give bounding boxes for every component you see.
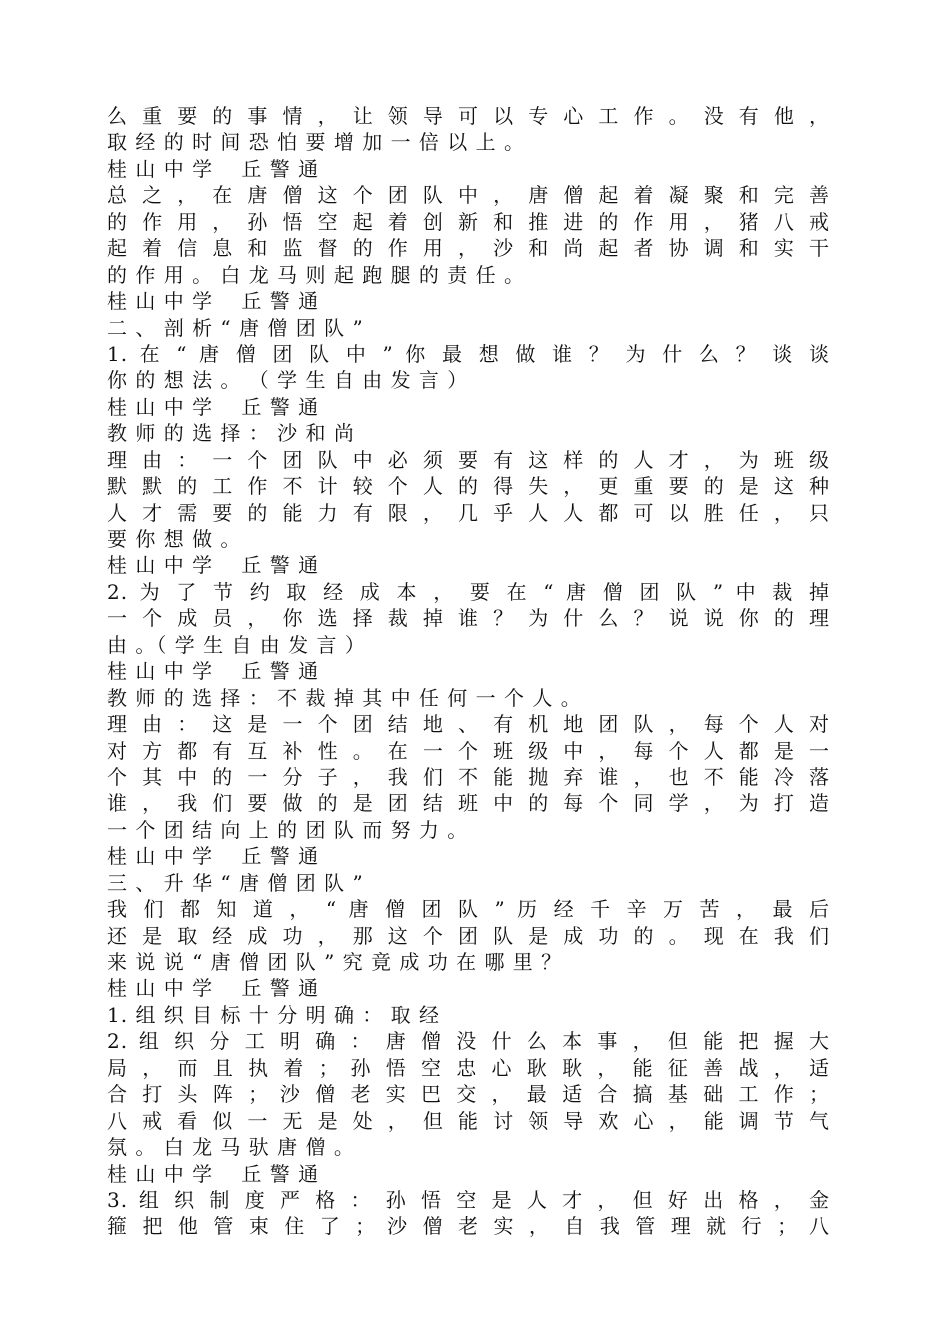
text-line: 来 说 说 “ 唐 僧 团 队 ” 究 竟 成 功 在 哪 里 ？: [107, 950, 563, 974]
text-line: 箍 把 他 管 束 住 了 ； 沙 僧 老 实 ， 自 我 管 理 就 行 ； 八: [107, 1214, 830, 1239]
text-line: 三 、 升 华 “ 唐 僧 团 队 ”: [107, 870, 364, 895]
text-line: 的 作 用 ， 孙 悟 空 起 着 创 新 和 推 进 的 作 用 ， 猪 八 戒: [107, 209, 830, 234]
text-line: 桂 山 中 学 丘 警 通: [107, 659, 320, 684]
text-line: 谁 ， 我 们 要 做 的 是 团 结 班 中 的 每 个 同 学 ， 为 打 造: [107, 791, 830, 816]
text-line: 桂 山 中 学 丘 警 通: [107, 553, 320, 578]
text-line: 1. 组 织 目 标 十 分 明 确 ： 取 经: [107, 1002, 441, 1027]
text-line: 理 由 ： 这 是 一 个 团 结 地 、 有 机 地 团 队 ， 每 个 人 对: [107, 712, 830, 737]
text-line: 个 其 中 的 一 分 子 ， 我 们 不 能 抛 弃 谁 ， 也 不 能 冷 落: [107, 764, 830, 789]
text-line: 桂 山 中 学 丘 警 通: [107, 1161, 320, 1186]
text-line: 要 你 想 做 。: [107, 527, 242, 551]
text-line: 我 们 都 知 道 ， “ 唐 僧 团 队 ” 历 经 千 辛 万 苦 ， 最 后: [107, 897, 830, 922]
text-line: 二 、 剖 析 “ 唐 僧 团 队 ”: [107, 315, 364, 340]
text-line: 人 才 需 要 的 能 力 有 限 ， 几 乎 人 人 都 可 以 胜 任 ， 只: [107, 500, 830, 525]
text-line: 么 重 要 的 事 情 ， 让 领 导 可 以 专 心 工 作 。 没 有 他 ，: [107, 104, 830, 128]
text-line: 2. 组 织 分 工 明 确 ： 唐 僧 没 什 么 本 事 ， 但 能 把 握 大: [107, 1029, 830, 1054]
text-line: 理 由 ： 一 个 团 队 中 必 须 要 有 这 样 的 人 才 ， 为 班 级: [107, 447, 830, 472]
text-line: 默 默 的 工 作 不 计 较 个 人 的 得 失 ， 更 重 要 的 是 这 种: [107, 474, 830, 499]
text-line: 1. 在 “ 唐 僧 团 队 中 ” 你 最 想 做 谁 ？ 为 什 么 ？ 谈 谈: [107, 341, 830, 366]
text-line: 桂 山 中 学 丘 警 通: [107, 289, 320, 314]
text-line: 一 个 团 结 向 上 的 团 队 而 努 力 。: [107, 817, 469, 842]
text-line: 2. 为 了 节 约 取 经 成 本 ， 要 在 “ 唐 僧 团 队 ” 中 裁 掉: [107, 579, 830, 604]
text-line: 取 经 的 时 间 恐 怕 要 增 加 一 倍 以 上 。: [107, 130, 526, 155]
text-line: 3. 组 织 制 度 严 格 ： 孙 悟 空 是 人 才 ， 但 好 出 格 ， 金: [107, 1187, 830, 1212]
text-line: 局 ， 而 且 执 着 ； 孙 悟 空 忠 心 耿 耿 ， 能 征 善 战 ， 适: [107, 1055, 830, 1080]
document-body: [107, 103, 830, 1240]
text-line: 的 作 用 。 白 龙 马 则 起 跑 腿 的 责 任 。: [107, 262, 526, 287]
text-line: 八 戒 看 似 一 无 是 处 ， 但 能 讨 领 导 欢 心 ， 能 调 节 气: [107, 1108, 830, 1133]
text-line: 教 师 的 选 择 ： 不 裁 掉 其 中 任 何 一 个 人 。: [107, 685, 582, 710]
text-line: 桂 山 中 学 丘 警 通: [107, 156, 320, 181]
text-line: 起 着 信 息 和 监 督 的 作 用 ， 沙 和 尚 起 者 协 调 和 实 干: [107, 236, 830, 261]
text-line: 对 方 都 有 互 补 性 。 在 一 个 班 级 中 ， 每 个 人 都 是 一: [107, 738, 830, 763]
text-line: 桂 山 中 学 丘 警 通: [107, 394, 320, 419]
text-line: 桂 山 中 学 丘 警 通: [107, 976, 320, 1001]
text-line: 你 的 想 法 。 （ 学 生 自 由 发 言 ）: [107, 368, 469, 393]
text-line: 教 师 的 选 择 ： 沙 和 尚: [107, 421, 355, 446]
text-line: 由 。（ 学 生 自 由 发 言 ）: [107, 632, 366, 657]
text-line: 合 打 头 阵 ； 沙 僧 老 实 巴 交 ， 最 适 合 搞 基 础 工 作 ；: [107, 1082, 830, 1107]
text-line: 一 个 成 员 ， 你 选 择 裁 掉 谁 ？ 为 什 么 ？ 说 说 你 的 理: [107, 606, 830, 631]
text-line: 还 是 取 经 成 功 ， 那 这 个 团 队 是 成 功 的 。 现 在 我 们: [107, 923, 830, 948]
text-line: 总 之 ， 在 唐 僧 这 个 团 队 中 ， 唐 僧 起 着 凝 聚 和 完 善: [107, 183, 830, 208]
text-line: 桂 山 中 学 丘 警 通: [107, 844, 320, 869]
text-line: 氛 。 白 龙 马 驮 唐 僧 。: [107, 1135, 355, 1160]
